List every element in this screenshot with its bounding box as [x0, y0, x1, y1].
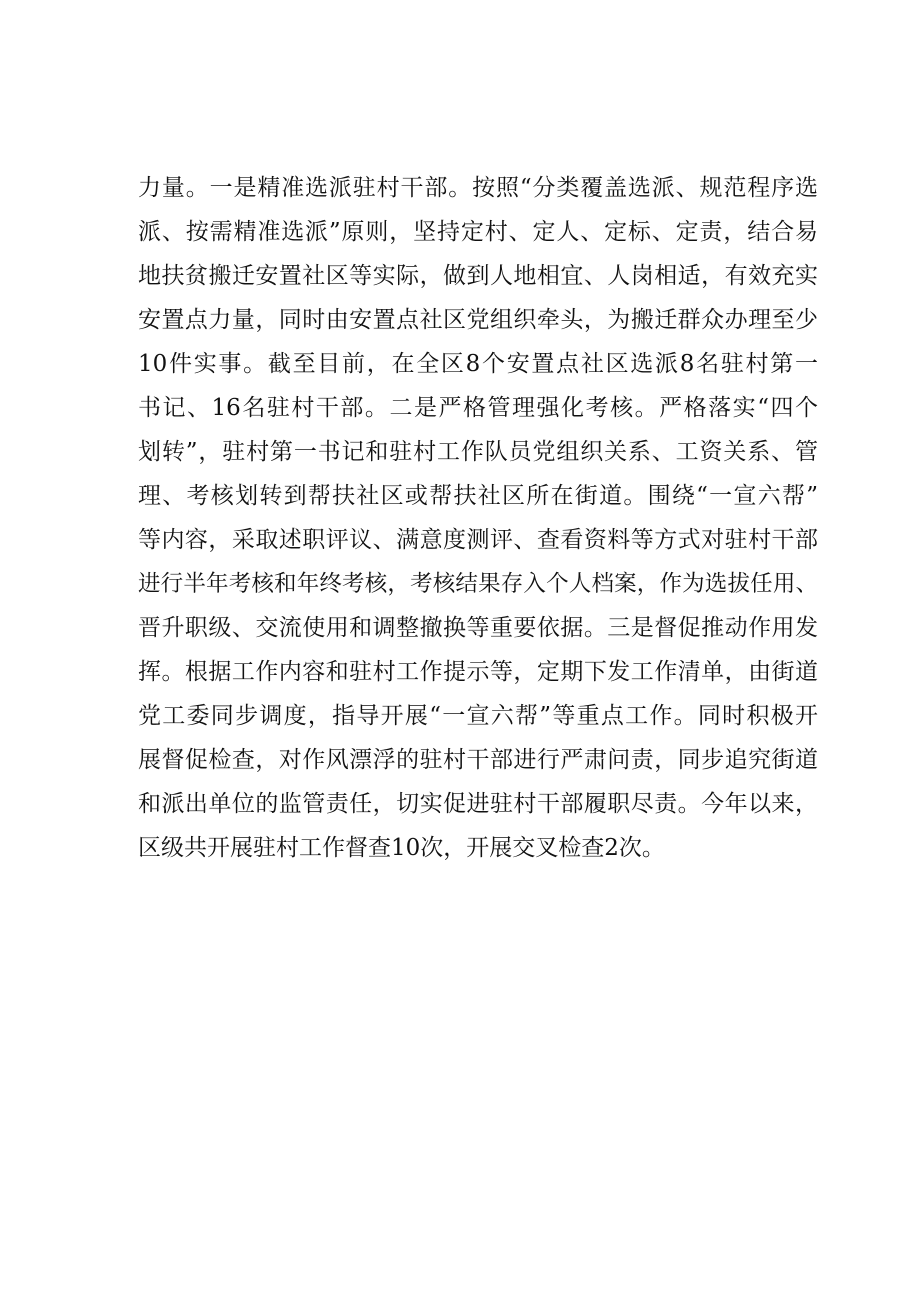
- paragraph-line-14: 展督促检查，对作风漂浮的驻村干部进行严肃问责，同步追究街道: [138, 747, 818, 773]
- paragraph-line-12: 挥。根据工作内容和驻村工作提示等，定期下发工作清单，由街道: [138, 659, 818, 685]
- paragraph-line-4: 安置点力量，同时由安置点社区党组织牵头，为搬迁群众办理至少: [138, 307, 818, 333]
- paragraph-line-5: 10件实事。截至目前，在全区8个安置点社区选派8名驻村第一: [138, 351, 818, 377]
- paragraph-line-13: 党工委同步调度，指导开展“一宣六帮”等重点工作。同时积极开: [138, 703, 818, 729]
- paragraph-line-7: 划转”，驻村第一书记和驻村工作队员党组织关系、工资关系、管: [138, 439, 818, 465]
- paragraph-line-8: 理、考核划转到帮扶社区或帮扶社区所在街道。围绕“一宣六帮”: [138, 483, 818, 509]
- paragraph-line-3: 地扶贫搬迁安置社区等实际，做到人地相宜、人岗相适，有效充实: [138, 263, 818, 289]
- paragraph-line-11: 晋升职级、交流使用和调整撤换等重要依据。三是督促推动作用发: [138, 615, 818, 641]
- paragraph-line-9: 等内容，采取述职评议、满意度测评、查看资料等方式对驻村干部: [138, 527, 818, 553]
- body-paragraph: [138, 166, 818, 870]
- paragraph-line-16: 区级共开展驻村工作督查10次，开展交叉检查2次。: [138, 835, 665, 861]
- paragraph-line-1: 力量。一是精准选派驻村干部。按照“分类覆盖选派、规范程序选: [138, 175, 818, 201]
- paragraph-line-10: 进行半年考核和年终考核，考核结果存入个人档案，作为选拔任用、: [138, 571, 818, 597]
- paragraph-line-6: 书记、16名驻村干部。二是严格管理强化考核。严格落实“四个: [138, 395, 818, 421]
- paragraph-line-15: 和派出单位的监管责任，切实促进驻村干部履职尽责。今年以来，: [138, 791, 818, 817]
- paragraph-line-2: 派、按需精准选派”原则，坚持定村、定人、定标、定责，结合易: [138, 219, 818, 245]
